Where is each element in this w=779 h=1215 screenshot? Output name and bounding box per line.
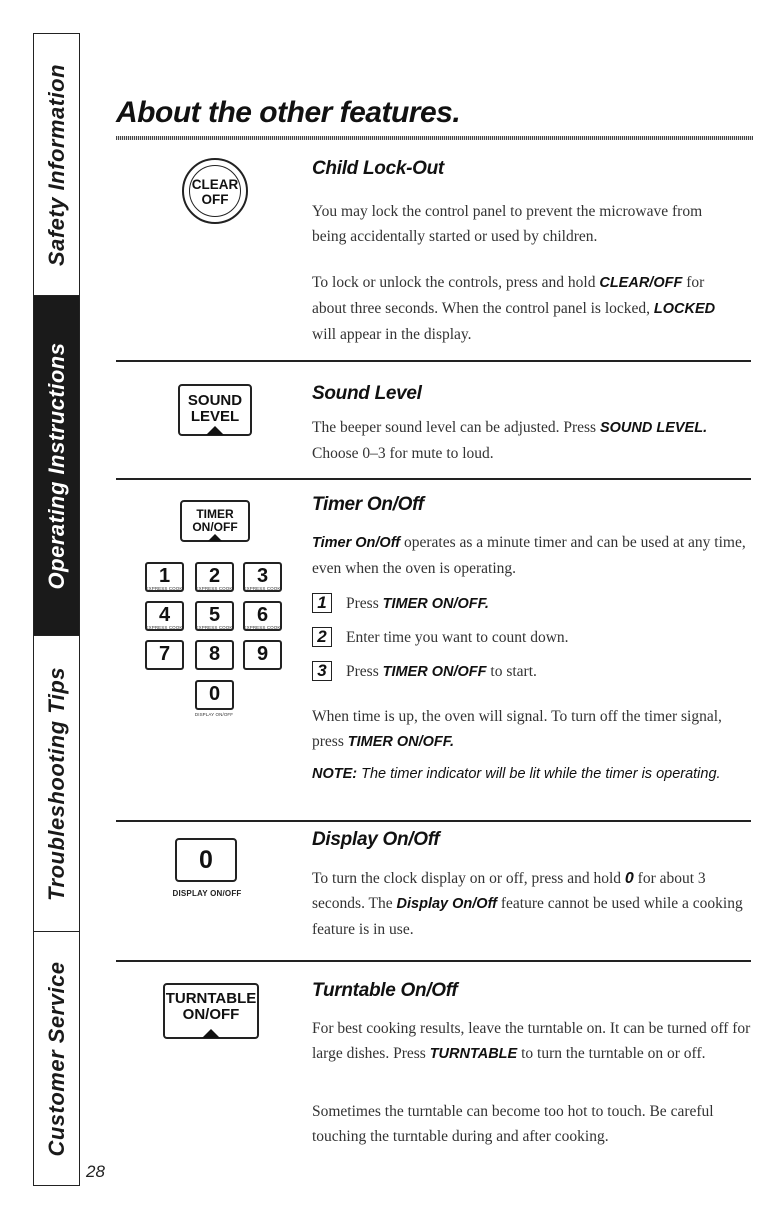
timer-on-off-button-icon: [180, 500, 250, 542]
text: Press: [346, 663, 383, 680]
timer-heading: Timer On/Off: [312, 494, 424, 515]
bold-term: LOCKED: [653, 301, 716, 317]
bold-term: SOUND LEVEL.: [599, 420, 708, 436]
key-sub-label: EXPRESS COOK: [195, 625, 233, 630]
section-tabs: [33, 33, 80, 1186]
timer-paragraph-1: [312, 530, 756, 581]
keypad-key-3: 3: [243, 562, 282, 592]
clear-off-button-icon: [182, 158, 248, 224]
step-number: 2: [312, 627, 332, 647]
keypad-key-6: 6: [243, 601, 282, 631]
key-sub-label: EXPRESS COOK: [145, 586, 183, 591]
note-label: NOTE:: [312, 766, 358, 782]
timer-label: TIMER: [196, 507, 234, 521]
bold-term: TIMER ON/OFF.: [382, 596, 489, 612]
indicator-triangle-icon: [202, 1029, 220, 1038]
tab-label: Troubleshooting Tips: [43, 666, 69, 901]
child-lockout-paragraph-1: You may lock the control panel to prevent the microwave from being accidentally started or used by children.: [312, 203, 703, 245]
child-lockout-heading: Child Lock-Out: [312, 158, 444, 179]
key-sub-label: EXPRESS COOK: [195, 586, 233, 591]
text: Choose 0–3 for mute to loud.: [312, 445, 494, 462]
turntable-label: TURNTABLE: [165, 990, 257, 1007]
turntable-on-off-button-icon: [163, 983, 259, 1039]
key-sub-label: EXPRESS COOK: [243, 586, 281, 591]
tab-customer-service[interactable]: [34, 932, 79, 1185]
bold-term: Display On/Off: [396, 896, 497, 912]
tab-troubleshooting-tips[interactable]: [34, 636, 79, 932]
turntable-paragraph-2: Sometimes the turntable can become too hot to touch. Be careful touching the turntable during and after cooking.: [312, 1103, 714, 1145]
tab-label: Customer Service: [43, 960, 69, 1157]
note-text: The timer indicator will be lit while the timer is operating.: [357, 766, 721, 782]
text: to start.: [486, 663, 537, 680]
text: The beeper sound level can be adjusted. Press: [312, 419, 600, 436]
step-text: [346, 591, 489, 617]
sound-level-paragraph: [312, 415, 756, 466]
bold-term: CLEAR/OFF: [599, 275, 683, 291]
text: will appear in the display.: [312, 326, 472, 343]
timer-note: [312, 763, 742, 785]
display-paragraph: [312, 866, 756, 942]
key-sub-label: DISPLAY ON/OFF: [194, 712, 234, 717]
step-text: [346, 659, 537, 685]
text: feature cannot be used while a cooking feature is in use.: [312, 895, 743, 938]
keypad-key-0: 0: [195, 680, 234, 710]
display-zero-button-icon: 0: [175, 838, 237, 882]
text: When time is up, the oven will signal. To turn off the timer signal, press: [312, 708, 722, 750]
tab-label: Operating Instructions: [43, 342, 69, 589]
indicator-triangle-icon: [208, 534, 222, 541]
display-heading: Display On/Off: [312, 829, 440, 850]
tab-label: Safety Information: [43, 63, 69, 266]
off-label: OFF: [201, 192, 229, 207]
text: For best cooking results, leave the turntable on. It can be turned off for large dishes. Press: [312, 1020, 751, 1062]
bold-term: TIMER ON/OFF.: [347, 734, 455, 750]
keypad-key-7: 7: [145, 640, 184, 670]
keypad-key-4: 4: [145, 601, 184, 631]
title-divider: [116, 136, 753, 140]
step-number: 1: [312, 593, 332, 613]
clear-label: CLEAR: [191, 177, 239, 192]
turntable-heading: Turntable On/Off: [312, 980, 458, 1001]
sound-level-button-icon: [178, 384, 252, 436]
timer-step-2: [312, 625, 752, 651]
text: operates as a minute timer and can be used at any time, even when the oven is operating.: [312, 534, 746, 577]
timer-paragraph-2: [312, 704, 756, 755]
section-divider: [116, 360, 751, 362]
bold-term: 0: [624, 870, 634, 887]
text: to turn the turntable on or off.: [517, 1045, 706, 1062]
bold-term: TURNTABLE: [429, 1046, 518, 1062]
timer-step-1: [312, 591, 752, 617]
key-sub-label: EXPRESS COOK: [243, 625, 281, 630]
tab-safety-information[interactable]: [34, 34, 79, 296]
section-divider: [116, 478, 751, 480]
timer-step-3: [312, 659, 752, 685]
sound-level-heading: Sound Level: [312, 383, 422, 404]
on-off-label: ON/OFF: [182, 1006, 240, 1023]
keypad-key-2: 2: [195, 562, 234, 592]
step-text: [346, 625, 569, 651]
on-off-label: ON/OFF: [192, 520, 238, 534]
page-title: About the other features.: [116, 96, 461, 129]
keypad-key-5: 5: [195, 601, 234, 631]
text: for about three seconds. When the control panel is locked,: [312, 274, 705, 317]
key-sub-label: EXPRESS COOK: [145, 625, 183, 630]
display-on-off-sub-label: DISPLAY ON/OFF: [172, 889, 242, 898]
child-lockout-paragraph-2: [312, 270, 737, 347]
text: To lock or unlock the controls, press and hold: [312, 274, 600, 291]
section-divider: [116, 820, 751, 822]
page-number: 28: [86, 1162, 105, 1181]
step-number: 3: [312, 661, 332, 681]
bold-term: Timer On/Off: [312, 535, 401, 551]
text: Press: [346, 595, 383, 612]
level-label: LEVEL: [190, 408, 240, 425]
indicator-triangle-icon: [206, 426, 224, 435]
sound-label: SOUND: [187, 392, 243, 409]
text: To turn the clock display on or off, press and hold: [312, 870, 625, 887]
keypad-key-8: 8: [195, 640, 234, 670]
keypad-key-1: 1: [145, 562, 184, 592]
section-divider: [116, 960, 751, 962]
keypad-key-9: 9: [243, 640, 282, 670]
turntable-paragraph-1: [312, 1016, 752, 1067]
tab-operating-instructions[interactable]: [34, 296, 79, 636]
text: for about 3 seconds. The: [312, 870, 706, 912]
bold-term: TIMER ON/OFF: [382, 664, 487, 680]
text: Enter time you want to count down.: [346, 629, 569, 646]
